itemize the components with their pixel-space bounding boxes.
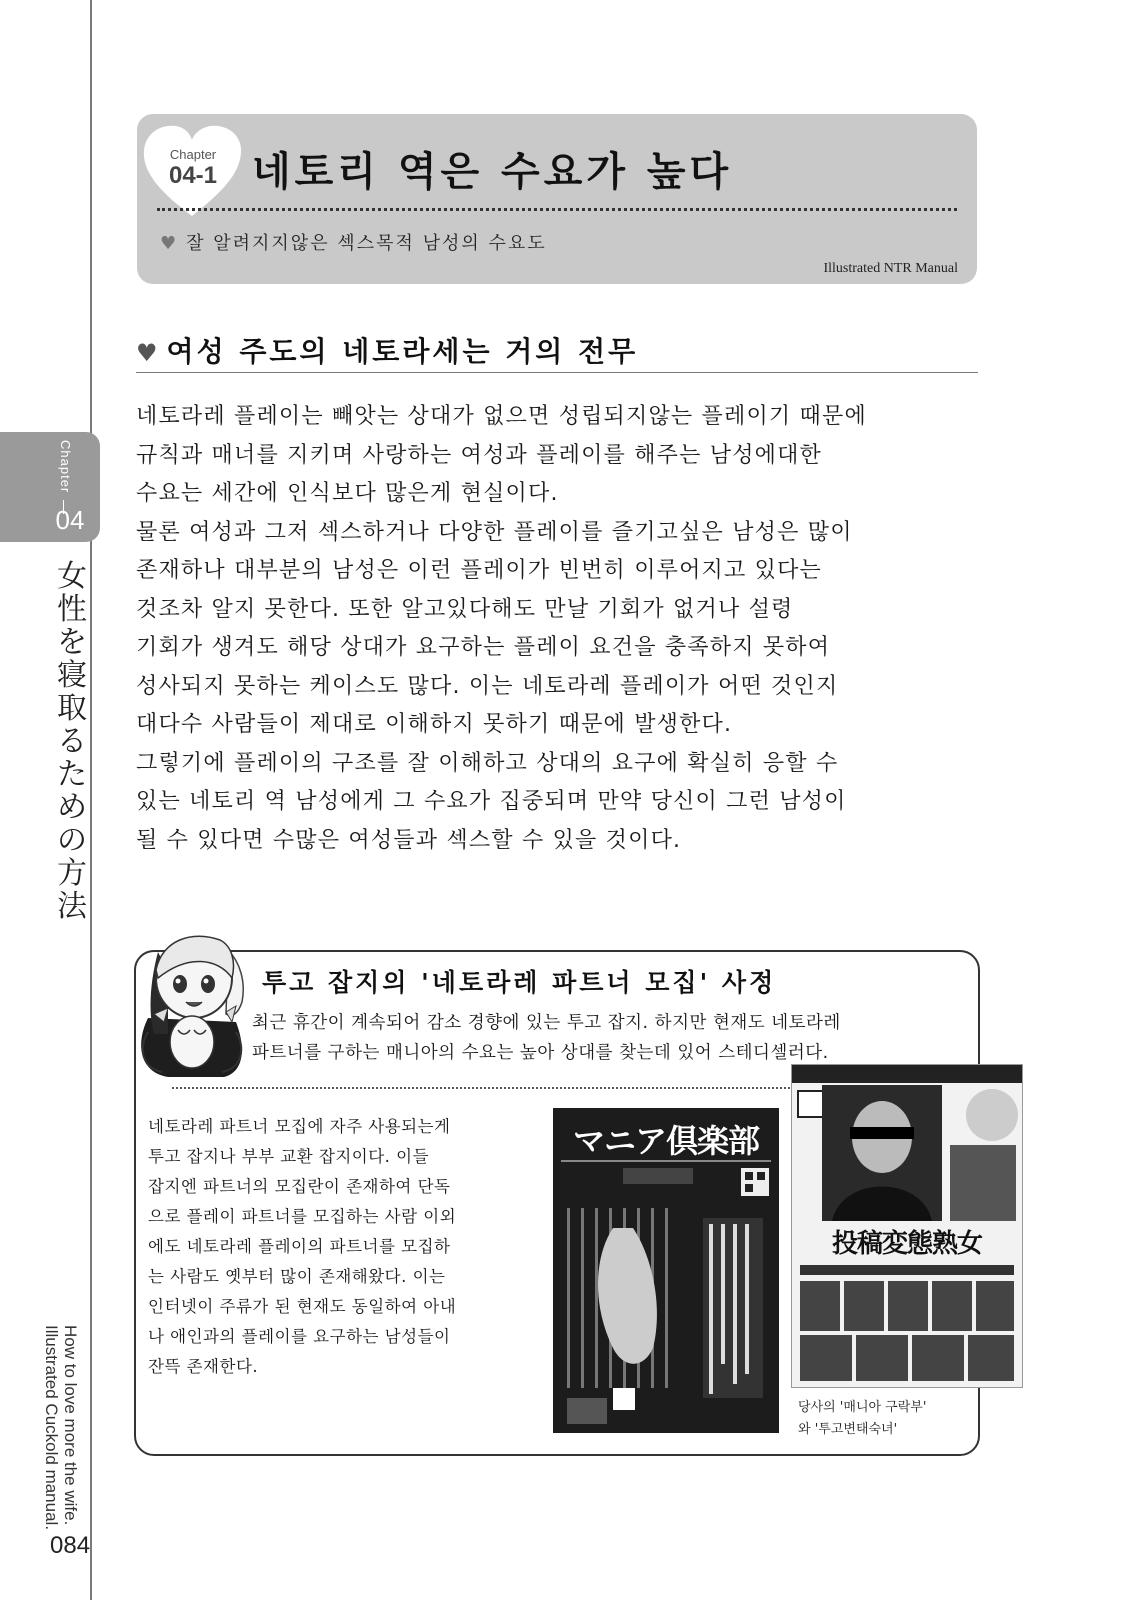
- column-lead: [252, 1008, 972, 1068]
- column-body-line: 에도 네토라레 플레이의 파트너를 모집하: [148, 1237, 451, 1256]
- cover-caption-line: 당사의 '매니아 구락부': [798, 1400, 927, 1415]
- column-body-line: 잡지엔 파트너의 모집란이 존재하여 단독: [148, 1177, 451, 1196]
- side-subtitle-line2: Illustrated Cuckold manual.: [42, 1325, 61, 1531]
- side-subtitle-line1: How to love more the wife.: [61, 1325, 80, 1526]
- body-line: 수요는 세간에 인식보다 많은게 현실이다.: [136, 481, 559, 506]
- body-line: 기회가 생겨도 해당 상대가 요구하는 플레이 요건을 충족하지 못하여: [136, 635, 831, 660]
- column-body: [148, 1112, 558, 1382]
- badge-chapter-label: Chapter: [169, 147, 217, 162]
- body-line: 존재하나 대부분의 남성은 이런 플레이가 빈번히 이루어지고 있다는: [136, 558, 823, 583]
- column-dotted-divider: [172, 1087, 790, 1089]
- body-line: 물론 여성과 그저 섹스하거나 다양한 플레이를 즐기고싶은 남성은 많이: [136, 519, 853, 545]
- margin-rule: [90, 0, 92, 1600]
- heart-icon: ♥: [160, 233, 179, 254]
- column-body-line: 는 사람도 옛부터 많이 존재해왔다. 이는: [148, 1267, 446, 1286]
- cover-a-artwork-icon: [553, 1108, 779, 1433]
- tab-chapter-word: Chapter: [58, 440, 73, 494]
- column-body-line: 네토라레 파트너 모집에 자주 사용되는게: [148, 1117, 451, 1136]
- column-body-line: 잔뜩 존재한다.: [148, 1357, 259, 1376]
- section-rule: [136, 372, 978, 373]
- section-heading-text: 여성 주도의 네토라세는 거의 전무: [166, 335, 639, 368]
- manual-tag: Illustrated NTR Manual: [823, 261, 958, 276]
- magazine-cover-mania-club: [553, 1108, 779, 1433]
- page-subtitle: [160, 229, 547, 255]
- tab-chapter-number: 04: [55, 505, 85, 535]
- magazine-cover-toukou-hentai-jukujo: [791, 1064, 1023, 1388]
- body-line: 네토라레 플레이는 빼앗는 상대가 없으면 성립되지않는 플레이기 때문에: [136, 404, 867, 429]
- character-illustration-icon: [128, 922, 252, 1080]
- column-body-line: 나 애인과의 플레이를 요구하는 남성들이: [148, 1327, 451, 1346]
- side-chapter-title: 女性を寝取るための方法: [57, 559, 87, 924]
- page-subtitle-text: 잘 알려지지않은 섹스목적 남성의 수요도: [186, 233, 547, 254]
- column-lead-line: 파트너를 구하는 매니아의 수요는 높아 상대를 찾는데 있어 스테디셀러다.: [252, 1043, 829, 1063]
- body-line: 대다수 사람들이 제대로 이해하지 못하기 때문에 발생한다.: [136, 712, 733, 737]
- column-title: 투고 잡지의 '네토라레 파트너 모집' 사정: [262, 968, 777, 997]
- cover-caption-line: 와 '투고변태숙녀': [798, 1422, 898, 1437]
- cover-b-title: 投稿変態熟女: [831, 1229, 982, 1259]
- header-dotted-divider: [157, 208, 957, 211]
- column-body-line: 투고 잡지나 부부 교환 잡지이다. 이들: [148, 1147, 430, 1166]
- heart-icon: ♥: [136, 339, 161, 367]
- body-line: 될 수 있다면 수많은 여성들과 섹스할 수 있을 것이다.: [136, 827, 682, 853]
- body-line: 성사되지 못하는 케이스도 많다. 이는 네토라레 플레이가 어떤 것인지: [136, 673, 839, 699]
- column-body-line: 으로 플레이 파트너를 모집하는 사람 이외: [148, 1207, 457, 1226]
- body-line: 규칙과 매너를 지키며 사랑하는 여성과 플레이를 해주는 남성에대한: [136, 442, 823, 468]
- cover-a-title: マニア倶楽部: [572, 1122, 759, 1160]
- body-line: 것조차 알지 못한다. 또한 알고있다해도 만날 기회가 없거나 설령: [136, 596, 794, 622]
- cover-caption: [798, 1397, 926, 1441]
- column-lead-line: 최근 휴간이 계속되어 감소 경향에 있는 투고 잡지. 하지만 현재도 네토라레: [252, 1013, 841, 1033]
- body-line: 있는 네토리 역 남성에게 그 수요가 집중되며 만약 당신이 그런 남성이: [136, 789, 847, 814]
- body-text: [136, 398, 986, 860]
- column-body-line: 인터넷이 주류가 된 현재도 동일하여 아내: [148, 1297, 457, 1316]
- page-number: 084: [50, 1532, 91, 1559]
- badge-chapter-number: 04-1: [168, 162, 218, 189]
- side-subtitle: [42, 1325, 80, 1530]
- body-line: 그렇기에 플레이의 구조를 잘 이해하고 상대의 요구에 확실히 응할 수: [136, 750, 839, 776]
- section-heading: [136, 330, 638, 370]
- page-title: 네토리 역은 수요가 높다: [252, 149, 733, 195]
